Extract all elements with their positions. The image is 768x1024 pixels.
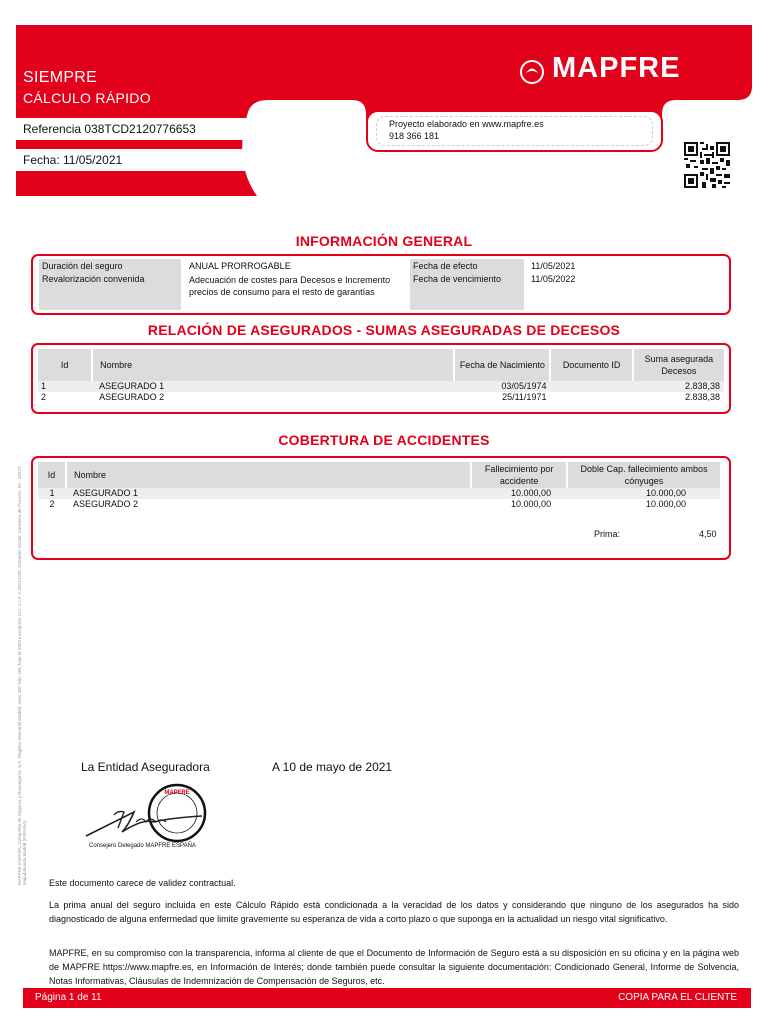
cell-double: 10.000,00	[645, 499, 686, 509]
copy-label: COPIA PARA EL CLIENTE	[618, 992, 737, 1003]
cell-id: 2	[49, 499, 55, 509]
insurer-label: La Entidad Aseguradora	[81, 760, 210, 774]
cell-double: 10.000,00	[567, 488, 720, 499]
signer-caption: Consejero Delegado MAPFRE ESPAÑA	[89, 843, 196, 849]
cell-id: 1	[38, 381, 92, 392]
svg-text:MAPFRE: MAPFRE	[164, 790, 190, 796]
mapfre-logo-icon	[518, 58, 546, 86]
mapfre-brand: MAPFRE	[552, 52, 681, 84]
col-id: Id	[38, 349, 92, 381]
premium-value: 4,50	[699, 529, 717, 539]
footer-bar	[23, 988, 751, 1008]
project-phone: 918 366 181	[389, 131, 440, 141]
project-url: Proyecto elaborado en www.mapfre.es	[389, 119, 544, 129]
accidents-title: COBERTURA DE ACCIDENTES	[278, 432, 490, 448]
cell-death: 10.000,00	[471, 488, 567, 499]
expiry-date-label: Fecha de vencimiento	[413, 274, 502, 284]
cell-name: ASEGURADO 1	[66, 488, 471, 499]
col-id: Id	[38, 462, 66, 488]
revaluation-label: Revalorización convenida	[42, 274, 145, 284]
cell-sum: 2.838,38	[684, 392, 720, 402]
premium-label: Prima:	[594, 529, 621, 539]
accidents-table	[38, 462, 720, 510]
cell-birth: 03/05/1974	[454, 381, 550, 392]
col-death: Fallecimiento por accidente	[471, 462, 567, 488]
table-row	[38, 392, 724, 403]
signature-stamp-icon	[84, 782, 224, 844]
cell-sum: 2.838,38	[633, 381, 724, 392]
disclaimer: Este documento carece de validez contractual.	[49, 878, 236, 888]
cell-name: ASEGURADO 2	[72, 499, 138, 509]
col-name: Nombre	[92, 349, 454, 381]
cell-doc	[550, 381, 632, 392]
col-birth: Fecha de Nacimiento	[454, 349, 550, 381]
insured-box	[31, 343, 731, 414]
cell-id: 2	[41, 392, 47, 402]
accidents-box	[31, 456, 731, 560]
cell-doc	[550, 392, 632, 403]
duration-value: ANUAL PRORROGABLE	[189, 261, 291, 271]
page-number: Página 1 de 11	[35, 992, 102, 1003]
col-doc: Documento ID	[550, 349, 632, 381]
date-field: Fecha: 11/05/2021	[16, 149, 258, 171]
col-sum: Suma asegurada Decesos	[633, 349, 724, 381]
table-row	[38, 381, 724, 392]
col-name: Nombre	[66, 462, 471, 488]
duration-label: Duración del seguro	[42, 261, 123, 271]
reference-field: Referencia 038TCD2120776653	[16, 118, 258, 140]
cell-id: 1	[38, 488, 66, 499]
effect-date-label: Fecha de efecto	[413, 261, 478, 271]
qr-code-icon	[684, 142, 730, 188]
col-double: Doble Cap. fallecimiento ambos cónyuges	[567, 462, 720, 488]
legal-sidebar-text: MAPFRE ESPAÑA, Compañía de Seguros y Reaseguros, S.A. Registro Mercantil Madrid, tomo 487 folio 166, hoja M-9303 inscripción 121. C.I.F. A-28141935. Domicilio Social: Carretera de Pozuelo, 50 - 28222 Majadahonda Madrid (ESPAÑA)	[17, 466, 27, 885]
product-subtitle: CÁLCULO RÁPIDO	[23, 90, 151, 106]
transparency-note: MAPFRE, en su compromiso con la transparencia, informa al cliente de que el Documento de Información de Seguro está a su disposición en su oficina y en la página web de MAPFRE https://www.mapfre.es, en Información de Interés; donde también puede consultar la siguiente documentación: Condicionado General, Informe de Solvencia, Notas Informativas, Cláusulas de Indemnización de Compensación de Seguros, etc.	[49, 948, 739, 986]
insured-title: RELACIÓN DE ASEGURADOS - SUMAS ASEGURADAS DE DECESOS	[147, 322, 621, 338]
effect-date-value: 11/05/2021	[531, 261, 576, 271]
product-title: SIEMPRE	[23, 69, 98, 86]
table-row	[38, 499, 720, 510]
expiry-date-value: 11/05/2022	[531, 274, 576, 284]
cell-name: ASEGURADO 1	[92, 381, 454, 392]
premium-note: La prima anual del seguro incluida en este Cálculo Rápido está condicionada a la veracidad de los datos y considerando que ninguno de los asegurados ha sido diagnosticado de alguna enfermedad que limite gravemente su esperanza de vida a corto plazo o que suponga en la actualidad un riesgo vital significativo.	[49, 900, 739, 924]
project-box	[366, 110, 663, 152]
insured-table	[38, 349, 724, 403]
cell-name: ASEGURADO 2	[99, 392, 165, 402]
table-row	[38, 488, 720, 499]
revaluation-value: Adecuación de costes para Decesos e Incremento precios de consumo para el resto de garantías	[189, 275, 391, 297]
cell-birth: 25/11/1971	[502, 392, 547, 402]
cell-death: 10.000,00	[511, 499, 552, 509]
signature-date: A 10 de mayo de 2021	[272, 760, 393, 774]
general-info-title: INFORMACIÓN GENERAL	[295, 233, 473, 249]
general-info-box	[31, 254, 731, 315]
